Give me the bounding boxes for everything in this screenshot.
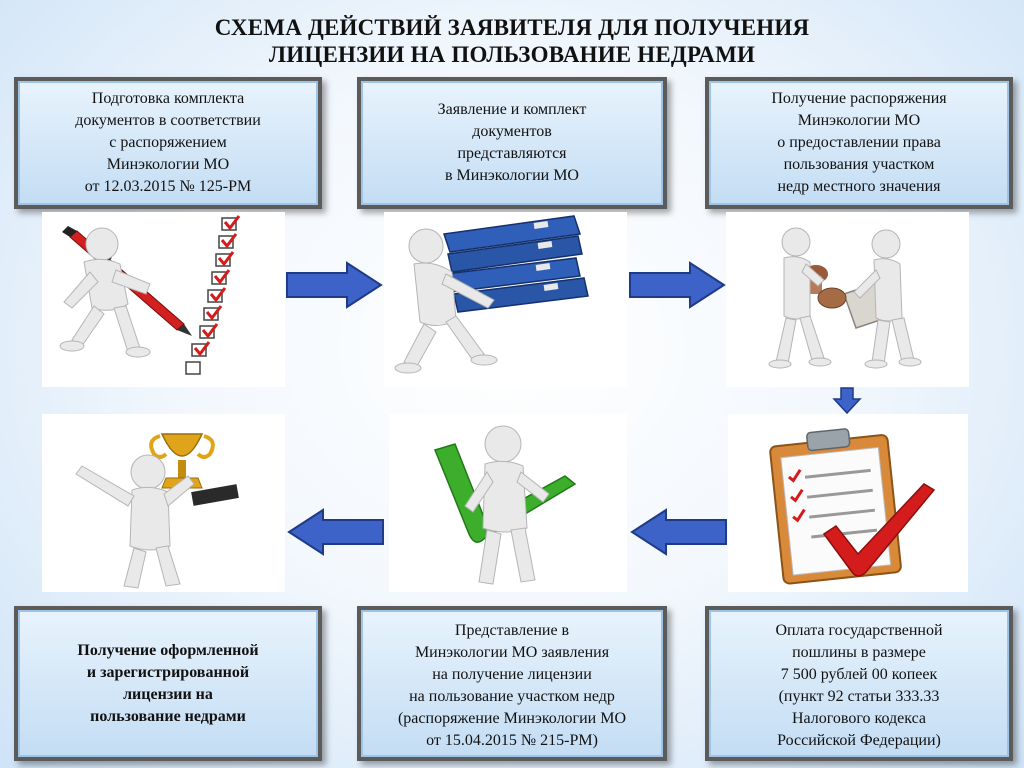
diagram-title <box>0 14 1024 68</box>
step-5-line: на получение лицензии <box>432 666 592 683</box>
step-4-line: Налогового кодекса <box>791 710 927 727</box>
step-4-line: Оплата государственной <box>775 622 943 639</box>
step-3-illustration <box>726 212 969 387</box>
step-3-line: о предоставлении права <box>777 134 941 151</box>
step-1-line: Минэкологии МО <box>106 156 230 173</box>
step-3-line: недр местного значения <box>777 178 941 195</box>
person-with-green-checkmark-icon <box>389 414 627 592</box>
step-6-line: и зарегистрированной <box>86 664 250 681</box>
step-2-line: в Минэкологии МО <box>445 167 579 184</box>
step-3-line: Получение распоряжения <box>771 90 947 107</box>
step-2-line: Заявление и комплект <box>437 101 587 118</box>
step-4-illustration <box>728 414 968 592</box>
step-6-box <box>14 606 322 761</box>
step-6-illustration <box>42 414 285 592</box>
person-carrying-folders-icon <box>384 212 627 387</box>
step-2-line: документов <box>472 123 552 140</box>
step-1-line: от 12.03.2015 № 125-РМ <box>84 178 252 195</box>
step-4-line: Российской Федерации) <box>777 732 941 749</box>
step-2-box <box>357 77 667 209</box>
step-3-line: пользования участком <box>783 156 935 173</box>
title-line-2: ЛИЦЕНЗИИ НА ПОЛЬЗОВАНИЕ НЕДРАМИ <box>268 42 756 67</box>
step-2-illustration <box>384 212 627 387</box>
step-3-box <box>705 77 1013 209</box>
step-6-line: Получение оформленной <box>77 642 259 659</box>
step-4-line: (пункт 92 статьи 333.33 <box>778 688 940 705</box>
step-4-box <box>705 606 1013 761</box>
persons-stamping-document-icon <box>726 212 969 387</box>
clipboard-checklist-icon <box>728 414 968 592</box>
step-1-line: документов в соответствии <box>75 112 261 129</box>
step-6-line: лицензии на <box>123 686 213 703</box>
title-line-1: СХЕМА ДЕЙСТВИЙ ЗАЯВИТЕЛЯ ДЛЯ ПОЛУЧЕНИЯ <box>214 15 810 40</box>
step-5-line: (распоряжение Минэкологии МО <box>397 710 627 727</box>
person-with-pen-checklist-icon <box>42 212 285 387</box>
step-1-illustration <box>42 212 285 387</box>
person-holding-trophy-icon <box>42 414 285 592</box>
step-5-illustration <box>389 414 627 592</box>
arrow-step2-to-step3 <box>628 261 728 309</box>
step-5-box <box>357 606 667 761</box>
step-4-line: пошлины в размере <box>792 644 926 661</box>
step-3-line: Минэкологии МО <box>797 112 921 129</box>
step-6-line: пользование недрами <box>90 708 246 725</box>
step-1-line: Подготовка комплекта <box>91 90 245 107</box>
arrow-step3-to-step4 <box>832 387 862 415</box>
step-2-line: представляются <box>457 145 567 162</box>
step-1-line: с распоряжением <box>109 134 227 151</box>
step-5-line: от 15.04.2015 № 215-РМ) <box>426 732 598 749</box>
arrow-step5-to-step6 <box>285 508 385 556</box>
arrow-step4-to-step5 <box>628 508 728 556</box>
step-5-line: Представление в <box>454 622 570 639</box>
step-1-box <box>14 77 322 209</box>
arrow-step1-to-step2 <box>285 261 385 309</box>
step-4-line: 7 500 рублей 00 копеек <box>780 666 938 683</box>
step-5-line: Минэкологии МО заявления <box>414 644 610 661</box>
step-5-line: на пользование участком недр <box>409 688 615 705</box>
